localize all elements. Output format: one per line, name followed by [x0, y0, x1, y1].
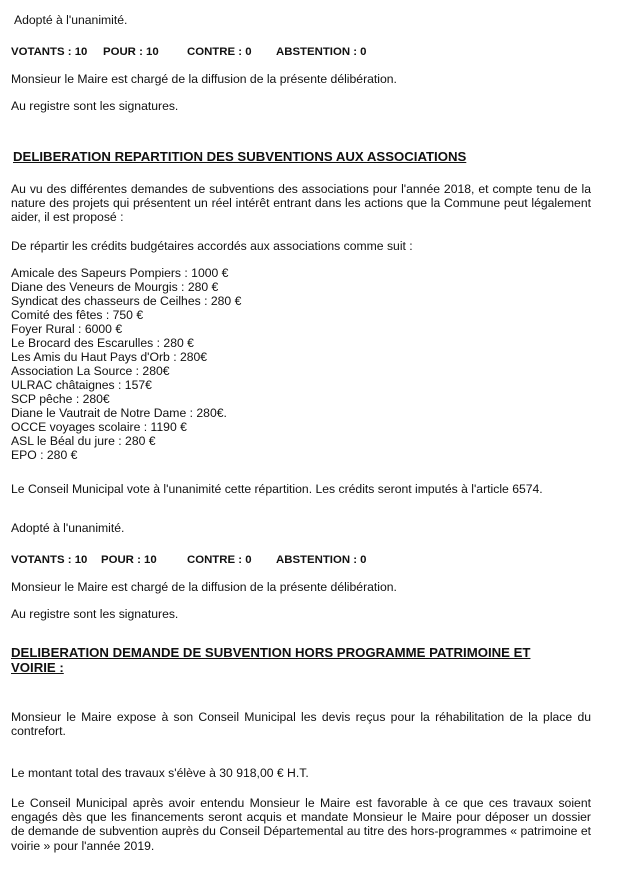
- conseil-vote-text: Le Conseil Municipal vote à l'unanimité cette répartition. Les crédits seront imputés à l'article 6574.: [11, 482, 543, 496]
- repartir-text: De répartir les crédits budgétaires accordés aux associations comme suit :: [11, 239, 413, 253]
- list-item: Syndicat des chasseurs de Ceilhes : 280 €: [11, 294, 242, 308]
- section-heading: DELIBERATION REPARTITION DES SUBVENTIONS AUX ASSOCIATIONS: [13, 149, 467, 164]
- vote-pour: POUR : 10: [101, 554, 157, 566]
- list-item: Amicale des Sapeurs Pompiers : 1000 €: [11, 266, 229, 280]
- list-item: Foyer Rural : 6000 €: [11, 322, 123, 336]
- montant-text: Le montant total des travaux s'élève à 30 918,00 € H.T.: [11, 766, 309, 780]
- list-item: ASL le Béal du jure : 280 €: [11, 434, 156, 448]
- maire-diffusion-text: Monsieur le Maire est chargé de la diffusion de la présente délibération.: [11, 580, 397, 594]
- list-item: Association La Source : 280€: [11, 364, 170, 378]
- list-item: Les Amis du Haut Pays d'Orb : 280€: [11, 350, 208, 364]
- vote-abstention: ABSTENTION : 0: [276, 554, 367, 566]
- registre-text: Au registre sont les signatures.: [11, 99, 179, 113]
- vote-pour: POUR : 10: [103, 46, 159, 58]
- vote-abstention: ABSTENTION : 0: [276, 46, 367, 58]
- section-heading-line1: DELIBERATION DEMANDE DE SUBVENTION HORS PROGRAMME PATRIMOINE ET: [11, 645, 531, 660]
- adopted-text: Adopté à l'unanimité.: [14, 13, 128, 27]
- list-item: SCP pêche : 280€: [11, 392, 110, 406]
- section-heading-line2: VOIRIE :: [11, 660, 64, 675]
- vote-votants: VOTANTS : 10: [11, 554, 88, 566]
- conseil-paragraph: Le Conseil Municipal après avoir entendu Monsieur le Maire est favorable à ce que ces travaux soient engagés dès que les financements seront acquis et mandate Monsieur le Maire pour déposer un dossier de demande de subvention auprès du Conseil Départemental au titre des hors-programmes « patrimoine et voirie » pour l'année 2019.: [11, 796, 591, 853]
- vote-contre: CONTRE : 0: [187, 554, 252, 566]
- list-item: Diane le Vautrait de Notre Dame : 280€.: [11, 406, 227, 420]
- list-item: EPO : 280 €: [11, 448, 78, 462]
- adopted-text: Adopté à l'unanimité.: [11, 521, 125, 535]
- intro-paragraph: Au vu des différentes demandes de subventions des associations pour l'année 2018, et compte tenu de la nature des projets qui présentent un réel intérêt entrant dans les actions que la Commune peut légalement aider, il est proposé :: [11, 182, 591, 225]
- list-item: Comité des fêtes : 750 €: [11, 308, 144, 322]
- list-item: Le Brocard des Escarulles : 280 €: [11, 336, 194, 350]
- list-item: Diane des Veneurs de Mourgis : 280 €: [11, 280, 219, 294]
- list-item: OCCE voyages scolaire : 1190 €: [11, 420, 187, 434]
- expose-paragraph: Monsieur le Maire expose à son Conseil Municipal les devis reçus pour la réhabilitation de la place du contrefort.: [11, 710, 591, 739]
- list-item: ULRAC châtaignes : 157€: [11, 378, 152, 392]
- registre-text: Au registre sont les signatures.: [11, 607, 179, 621]
- vote-votants: VOTANTS : 10: [11, 46, 88, 58]
- maire-diffusion-text: Monsieur le Maire est chargé de la diffusion de la présente délibération.: [11, 72, 397, 86]
- vote-contre: CONTRE : 0: [187, 46, 252, 58]
